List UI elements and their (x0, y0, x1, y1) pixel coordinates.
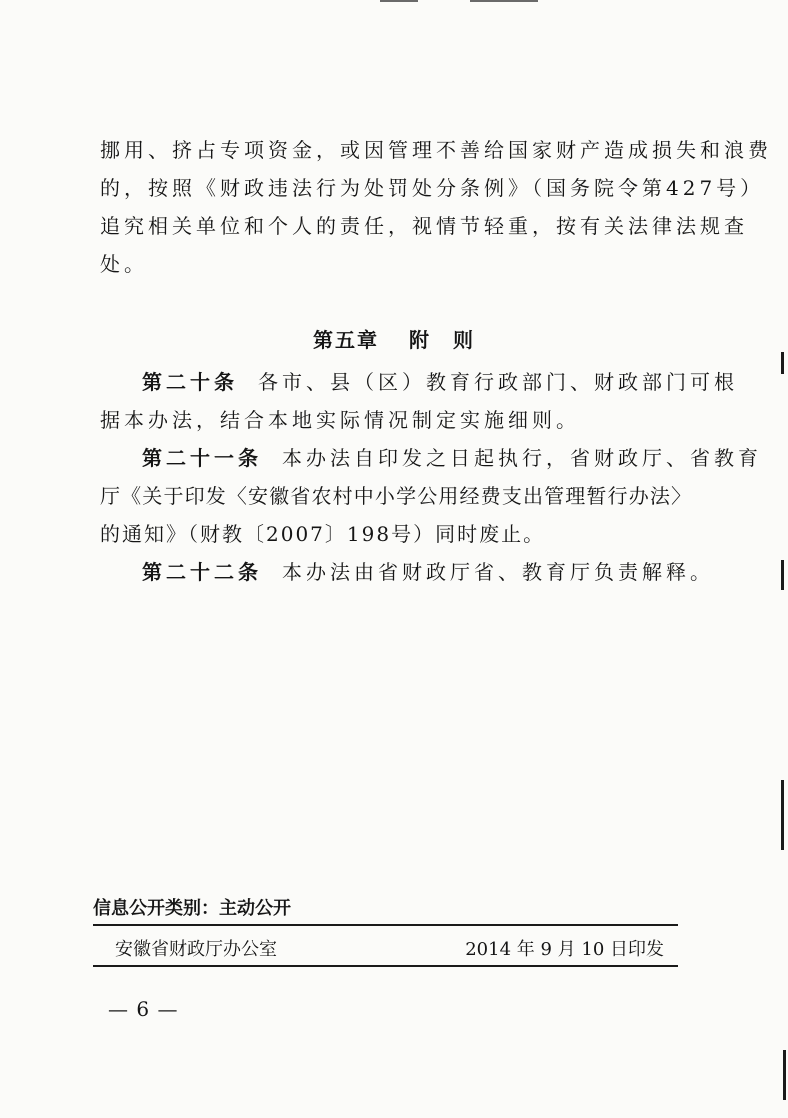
article-21 (100, 439, 762, 553)
disclosure-category: 信息公开类别：主动公开 (93, 898, 291, 919)
scan-edge-mark (781, 560, 784, 590)
article-number: 第二十一条 (142, 446, 262, 470)
continuation-paragraph (100, 131, 772, 283)
text-line: 的通知》（财教〔2007〕198号）同时废止。 (100, 522, 546, 546)
scan-edge-mark (783, 1050, 786, 1100)
text-line: 的，按照《财政违法行为处罚处分条例》（国务院令第427号） (100, 176, 765, 200)
footer-rule-bottom (93, 965, 678, 967)
scan-artifact-top-right (470, 0, 538, 2)
text-line (100, 553, 714, 591)
article-number: 第二十二条 (142, 560, 262, 584)
article-20 (100, 363, 738, 439)
chapter-number: 第五章 (313, 328, 379, 352)
chapter-name: 附 则 (409, 328, 475, 352)
scan-edge-mark (781, 780, 784, 850)
scan-artifact-top-left (380, 0, 418, 2)
issuing-office: 安徽省财政厅办公室 (115, 939, 277, 960)
article-text: 各市、县（区）教育行政部门、财政部门可根 (258, 370, 738, 394)
text-line: 据本办法，结合本地实际情况制定实施细则。 (100, 408, 580, 432)
article-text: 本办法自印发之日起执行，省财政厅、省教育 (282, 446, 762, 470)
article-number: 第二十条 (142, 370, 238, 394)
text-line (100, 439, 762, 477)
issue-date: 2014 年 9 月 10 日印发 (465, 939, 664, 960)
page-number: — 6 — (108, 997, 179, 1021)
text-line: 处。 (100, 252, 148, 276)
chapter-heading (0, 324, 788, 353)
text-line: 厅《关于印发〈安徽省农村中小学公用经费支出管理暂行办法〉 (100, 484, 692, 508)
scan-edge-mark (781, 352, 784, 374)
text-line (100, 363, 738, 401)
article-text: 本办法由省财政厅省、教育厅负责解释。 (282, 560, 714, 584)
text-line: 追究相关单位和个人的责任，视情节轻重，按有关法律法规查 (100, 214, 748, 238)
article-22 (100, 553, 714, 591)
footer-rule-top (93, 924, 678, 926)
text-line: 挪用、挤占专项资金，或因管理不善给国家财产造成损失和浪费 (100, 138, 772, 162)
